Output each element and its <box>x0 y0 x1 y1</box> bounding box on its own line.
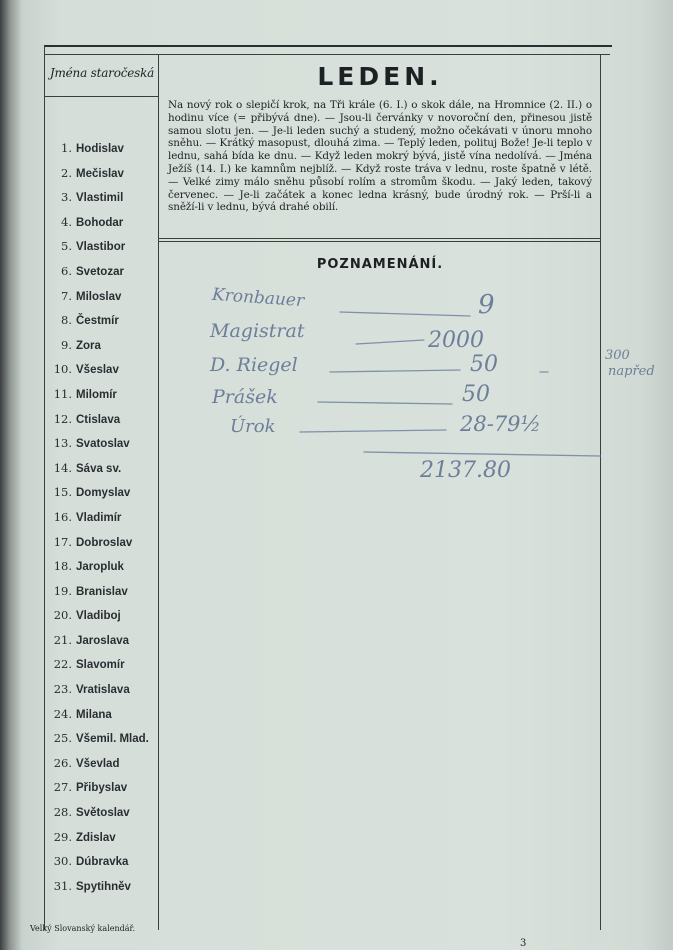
day-name: Dobroslav <box>76 536 133 549</box>
day-number: 4. <box>61 214 72 229</box>
right-border <box>600 54 601 930</box>
day-number: 19. <box>53 583 72 598</box>
margin-note-2: napřed <box>608 364 655 379</box>
day-name: Sáva sv. <box>76 462 122 475</box>
name-day-item <box>50 751 158 776</box>
notes-title: POZNAMENÁNÍ. <box>316 257 444 272</box>
day-number: 20. <box>53 608 72 623</box>
day-number: 9. <box>61 337 72 352</box>
day-number: 12. <box>53 411 72 426</box>
handwritten-amount-4: 50 <box>462 382 490 407</box>
day-name: Spytihněv <box>76 880 131 893</box>
day-number: 27. <box>53 780 72 795</box>
handwritten-amount-3: 50 <box>470 352 498 377</box>
day-number: 30. <box>53 854 72 869</box>
day-name: Vlastibor <box>76 241 126 254</box>
day-name: Dúbravka <box>76 856 129 869</box>
name-day-item <box>50 284 158 309</box>
day-number: 1. <box>61 141 72 155</box>
day-name: Zdislav <box>76 831 116 844</box>
day-number: 6. <box>61 263 72 278</box>
left-border <box>44 46 45 930</box>
name-day-item <box>50 702 158 727</box>
handwritten-label-4: Prášek <box>212 386 278 408</box>
day-number: 29. <box>53 829 72 844</box>
name-day-item <box>50 234 158 259</box>
name-day-item <box>50 480 158 505</box>
sayings-bottom-rule <box>158 238 600 239</box>
day-name: Milana <box>76 708 112 721</box>
sidebar-header-rule <box>44 96 158 97</box>
name-day-item <box>50 652 158 677</box>
day-number: 15. <box>53 485 72 500</box>
day-number: 8. <box>61 313 72 328</box>
name-day-item <box>50 333 158 358</box>
name-day-item <box>50 456 158 481</box>
day-number: 21. <box>53 632 72 647</box>
day-number: 16. <box>53 509 72 524</box>
name-day-item <box>50 431 158 456</box>
name-day-item <box>50 185 158 210</box>
name-day-item <box>50 554 158 579</box>
name-day-item <box>50 775 158 800</box>
name-day-item <box>50 530 158 555</box>
day-number: 24. <box>53 706 72 721</box>
handwritten-amount-5: 28-79½ <box>460 412 541 436</box>
name-day-item <box>50 407 158 432</box>
page-number: 3 <box>520 938 527 949</box>
handwritten-label-1: Kronbauer <box>211 284 305 312</box>
name-day-item <box>50 505 158 530</box>
handwritten-total: 2137.80 <box>420 458 511 483</box>
name-day-item <box>50 603 158 628</box>
day-name: Mečislav <box>76 167 124 180</box>
margin-note-1: 300 <box>605 348 630 363</box>
day-number: 18. <box>53 559 72 574</box>
names-list <box>50 136 158 898</box>
name-day-item <box>50 259 158 284</box>
day-number: 11. <box>53 386 72 401</box>
day-name: Vratislava <box>76 684 130 697</box>
day-number: 23. <box>53 682 72 697</box>
day-name: Všeslav <box>76 364 119 377</box>
name-day-item <box>50 161 158 186</box>
name-day-item <box>50 874 158 899</box>
month-title: LEDEN. <box>317 62 443 91</box>
day-name: Vladiboj <box>76 610 121 623</box>
day-number: 7. <box>61 288 72 303</box>
sayings-bottom-rule-2 <box>158 241 600 242</box>
day-name: Hodislav <box>76 143 124 155</box>
sidebar-divider <box>158 54 159 930</box>
day-number: 2. <box>61 165 72 180</box>
day-number: 22. <box>53 657 72 672</box>
day-name: Vlastimil <box>76 192 124 205</box>
name-day-item <box>50 136 158 161</box>
sidebar-title: Jména staročeská <box>49 66 155 80</box>
day-number: 31. <box>53 878 72 893</box>
day-number: 28. <box>53 805 72 820</box>
name-day-item <box>50 308 158 333</box>
name-day-item <box>50 726 158 751</box>
name-day-item <box>50 825 158 850</box>
day-name: Svatoslav <box>76 438 130 451</box>
day-name: Jaroslava <box>76 634 130 647</box>
day-number: 3. <box>61 190 72 205</box>
publication-footer: Velký Slovanský kalendář. <box>30 924 135 933</box>
day-name: Přibyslav <box>76 782 128 795</box>
top-rule <box>44 54 610 55</box>
day-name: Miloslav <box>76 290 122 303</box>
name-day-item <box>50 849 158 874</box>
day-name: Bohodar <box>76 216 124 229</box>
day-number: 26. <box>53 755 72 770</box>
name-day-item <box>50 210 158 235</box>
day-name: Ctislava <box>76 413 121 426</box>
day-number: 25. <box>53 731 72 746</box>
day-name: Slavomír <box>76 659 125 672</box>
day-number: 17. <box>53 534 72 549</box>
day-name: Domyslav <box>76 487 131 500</box>
day-name: Jaropluk <box>76 561 124 574</box>
name-day-item <box>50 800 158 825</box>
name-day-item <box>50 357 158 382</box>
day-number: 5. <box>61 239 72 254</box>
day-name: Zora <box>76 339 101 352</box>
handwritten-label-5: Úrok <box>230 416 276 437</box>
name-day-item <box>50 579 158 604</box>
handwritten-amount-1: 9 <box>478 290 495 320</box>
day-name: Milomír <box>76 388 117 401</box>
day-name: Vševlad <box>76 757 120 770</box>
day-name: Branislav <box>76 585 128 598</box>
day-name: Světoslav <box>76 807 130 820</box>
day-number: 10. <box>53 362 72 377</box>
day-name: Svetozar <box>76 265 124 278</box>
handwritten-label-2: Magistrat <box>210 320 305 342</box>
day-name: Čestmír <box>76 315 119 328</box>
handwritten-label-3: D. Riegel <box>210 354 298 376</box>
day-name: Vladimír <box>76 511 122 524</box>
name-day-item <box>50 677 158 702</box>
name-day-item <box>50 628 158 653</box>
day-name: Všemil. Mlad. <box>76 733 149 746</box>
day-number: 14. <box>53 460 72 475</box>
name-day-item <box>50 382 158 407</box>
day-number: 13. <box>53 436 72 451</box>
handwritten-amount-2: 2000 <box>428 328 484 353</box>
weather-sayings: Na nový rok o slepičí krok, na Tři krále (6. I.) o skok dále, na Hromnice (2. II.) o hodinu více (= přibývá dne). — Jsou-li červánky v novoroční den, přinesou jistě samou slotu jen. — Je-li leden suchý a studený, možno očekávati v únoru mnoho sněhu. — Krátký masopust, dlouhá zima. — Teplý leden, polituj Bože! Je-li teplo v lednu, sahá bída ke dnu. — Když leden mokrý bývá, jistě vína nedolívá. — Jména Ježíš (14. I.) ke kamnům nejblíž. — Když roste tráva v lednu, roste špatně v létě. — Velké zimy málo sněhu působí rolím a stromům škodu. — Jaký leden, takový červenec. — Je-li začátek a konec ledna krásný, bude úrodný rok. — Prší-li a sněží-li v lednu, bývá drahé obilí. <box>168 99 592 214</box>
